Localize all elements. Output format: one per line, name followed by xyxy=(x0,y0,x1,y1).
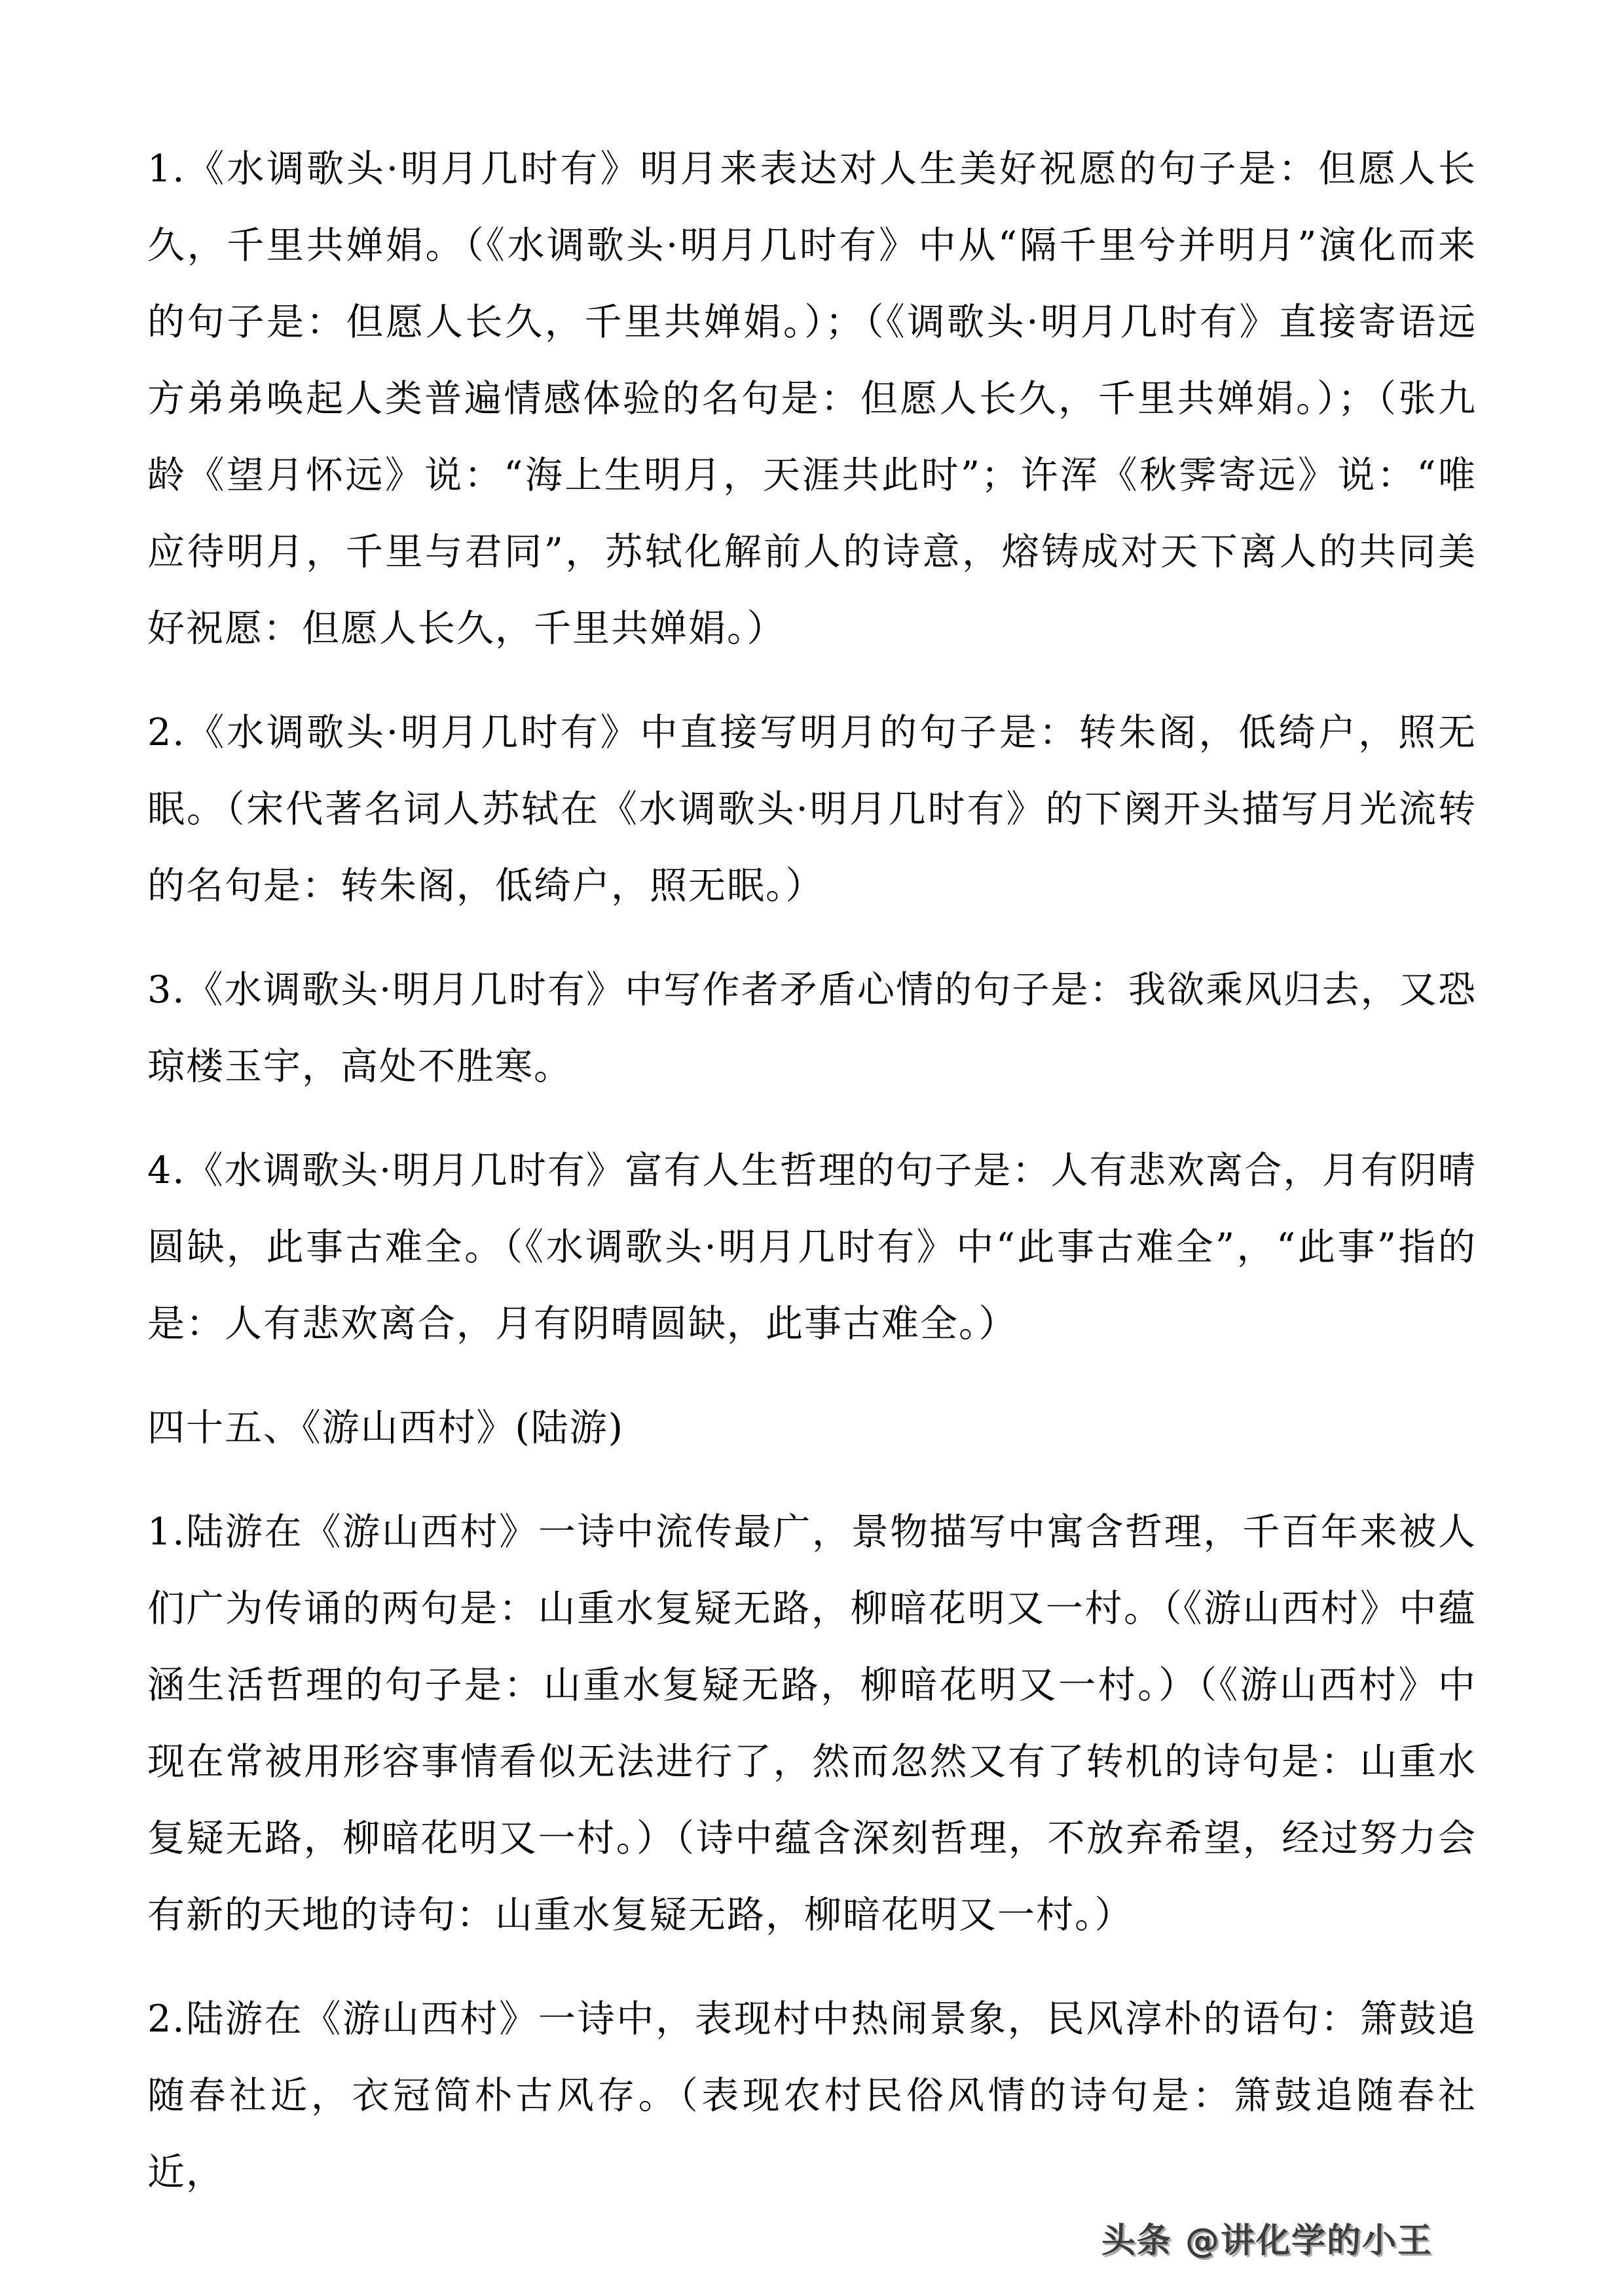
qa-item-shuidiaogetou-3: 3.《水调歌头·明月几时有》中写作者矛盾心情的句子是：我欲乘风归去，又恐琼楼玉宇，高处不胜寒。 xyxy=(147,968,1477,1088)
qa-item-shuidiaogetou-4: 4.《水调歌头·明月几时有》富有人生哲理的句子是：人有悲欢离合，月有阴晴圆缺，此事古难全。（《水调歌头·明月几时有》中“此事古难全”，“此事”指的是：人有悲欢离合，月有阴晴圆缺，此事古难全。） xyxy=(147,1149,1477,1345)
qa-item-youshanxicun-1: 1.陆游在《游山西村》一诗中流传最广，景物描写中寓含哲理，千百年来被人们广为传诵的两句是：山重水复疑无路，柳暗花明又一村。（《游山西村》中蕴涵生活哲理的句子是：山重水复疑无路，柳暗花明又一村。）（《游山西村》中现在常被用形容事情看似无法进行了，然而忽然又有了转机的诗句是：山重水复疑无路，柳暗花明又一村。）（诗中蕴含深刻哲理，不放弃希望，经过努力会有新的天地的诗句：山重水复疑无路，柳暗花明又一村。） xyxy=(147,1510,1477,1937)
qa-item-shuidiaogetou-1: 1.《水调歌头·明月几时有》明月来表达对人生美好祝愿的句子是：但愿人长久，千里共婵娟。（《水调歌头·明月几时有》中从“隔千里兮并明月”演化而来的句子是：但愿人长久，千里共婵娟。）；（《调歌头·明月几时有》直接寄语远方弟弟唤起人类普遍情感体验的名句是：但愿人长久，千里共婵娟。）；（张九龄《望月怀远》说：“海上生明月，天涯共此时”；许浑《秋霁寄远》说：“唯应待明月，千里与君同”，苏轼化解前人的诗意，熔铸成对天下离人的共同美好祝愿：但愿人长久，千里共婵娟。） xyxy=(147,147,1477,650)
toutiao-watermark: 头条 @讲化学的小王 xyxy=(1101,2221,1433,2261)
section-heading-youshanxicun: 四十五、《游山西村》(陆游) xyxy=(147,1406,624,1449)
qa-item-youshanxicun-2: 2.陆游在《游山西村》一诗中，表现村中热闹景象，民风淳朴的语句：箫鼓追随春社近，衣冠简朴古风存。（表现农村民俗风情的诗句是：箫鼓追随春社近， xyxy=(147,1997,1477,2194)
qa-item-shuidiaogetou-2: 2.《水调歌头·明月几时有》中直接写明月的句子是：转朱阁，低绮户，照无眠。（宋代著名词人苏轼在《水调歌头·明月几时有》的下阕开头描写月光流转的名句是：转朱阁，低绮户，照无眠。） xyxy=(147,711,1477,907)
